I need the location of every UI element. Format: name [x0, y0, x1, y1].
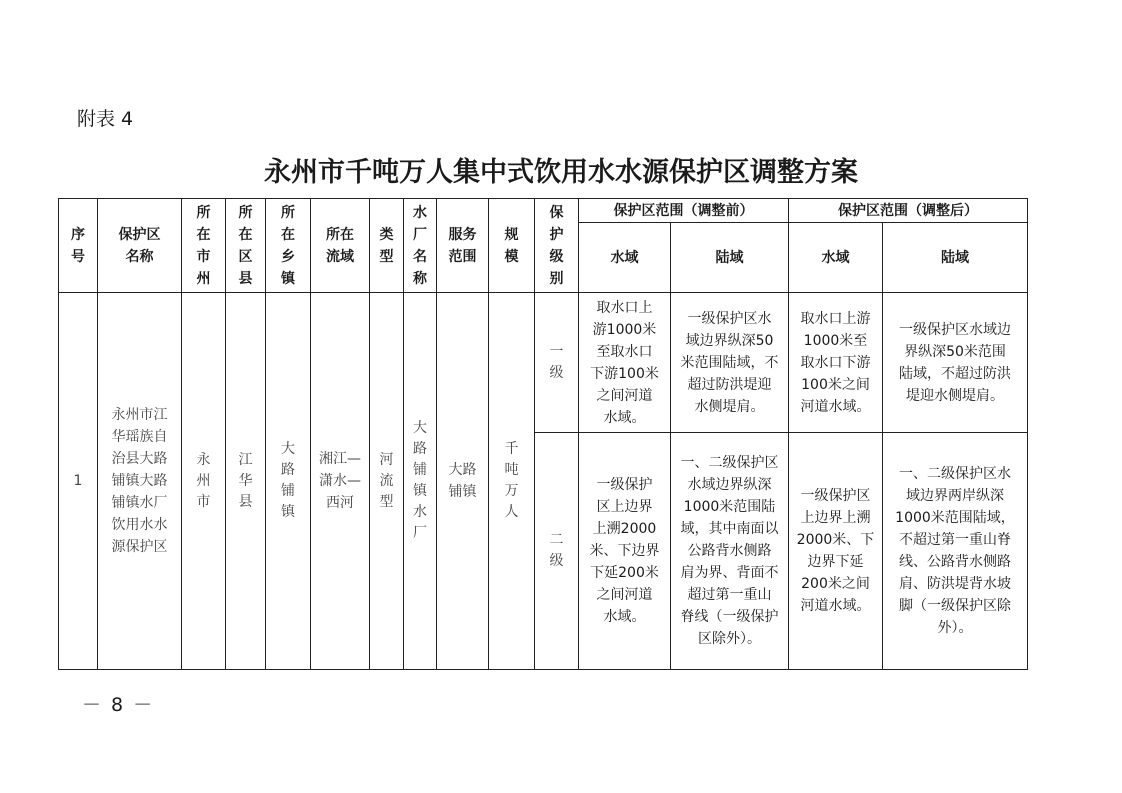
- header-after: 保护区范围（调整后）: [789, 199, 1028, 223]
- header-level: 保护级别: [535, 199, 579, 293]
- row-name: 永州市江华瑶族自治县大路铺镇大路铺镇水厂饮用水水源保护区: [98, 293, 182, 670]
- header-service: 服务范围: [437, 199, 489, 293]
- header-before-water: 水域: [579, 223, 671, 293]
- annex-label: 附表 4: [77, 108, 134, 130]
- header-seq: 序号: [59, 199, 98, 293]
- page-title: 永州市千吨万人集中式饮用水水源保护区调整方案: [264, 157, 858, 188]
- header-after-water: 水域: [789, 223, 883, 293]
- header-row-1: [59, 199, 1028, 223]
- header-after-land: 陆域: [883, 223, 1028, 293]
- row-level1-before-land: 一级保护区水 域边界纵深50 米范围陆域，不 超过防洪堤迎 水侧堤肩。: [671, 293, 789, 433]
- row-level2-before-water: 一级保护 区上边界 上溯2000 米、下边界 下延200米 之间河道 水域。: [579, 433, 671, 670]
- row-county: 江华县: [226, 293, 266, 670]
- row-seq: 1: [59, 293, 98, 670]
- header-before: 保护区范围（调整前）: [579, 199, 789, 223]
- row-type: 河流型: [370, 293, 404, 670]
- header-town: 所在乡镇: [266, 199, 311, 293]
- row-scale: 千吨万人: [489, 293, 535, 670]
- row-basin: 湘江— 潇水— 西河: [311, 293, 370, 670]
- header-name: 保护区名称: [98, 199, 182, 293]
- row-town: 大路铺镇: [266, 293, 311, 670]
- row-level2-after-water: 一级保护区 上边界上溯 2000米、下 边界下延 200米之间 河道水域。: [789, 433, 883, 670]
- protection-area-table: [58, 198, 1028, 670]
- header-basin: 所在流域: [311, 199, 370, 293]
- header-scale: 规模: [489, 199, 535, 293]
- row-level2-before-land: 一、二级保护区 水域边界纵深 1000米范围陆 域，其中南面以 公路背水侧路 肩为界、背面不 超过第一重山 脊线（一级保护 区除外）。: [671, 433, 789, 670]
- row-level2-after-land: 一、二级保护区水 域边界两岸纵深 1000米范围陆域， 不超过第一重山脊 线、公路背水侧路 肩、防洪堤背水坡 脚（一级保护区除 外）。: [883, 433, 1028, 670]
- header-county: 所在区县: [226, 199, 266, 293]
- header-plant: 水厂名称: [404, 199, 437, 293]
- row-city: 永州市: [182, 293, 226, 670]
- row-level1-label: 一级: [535, 293, 579, 433]
- row-level1-before-water: 取水口上 游1000米 至取水口 下游100米 之间河道 水域。: [579, 293, 671, 433]
- row-service: 大路 铺镇: [437, 293, 489, 670]
- header-type: 类型: [370, 199, 404, 293]
- row-level1-after-water: 取水口上游 1000米至 取水口下游 100米之间 河道水域。: [789, 293, 883, 433]
- table-row-level1: [59, 293, 1028, 433]
- row-plant: 大路铺镇水厂: [404, 293, 437, 670]
- header-before-land: 陆域: [671, 223, 789, 293]
- page-number: － 8 －: [82, 694, 155, 716]
- row-level1-after-land: 一级保护区水域边 界纵深50米范围 陆域，不超过防洪 堤迎水侧堤肩。: [883, 293, 1028, 433]
- row-level2-label: 二级: [535, 433, 579, 670]
- header-city: 所在市州: [182, 199, 226, 293]
